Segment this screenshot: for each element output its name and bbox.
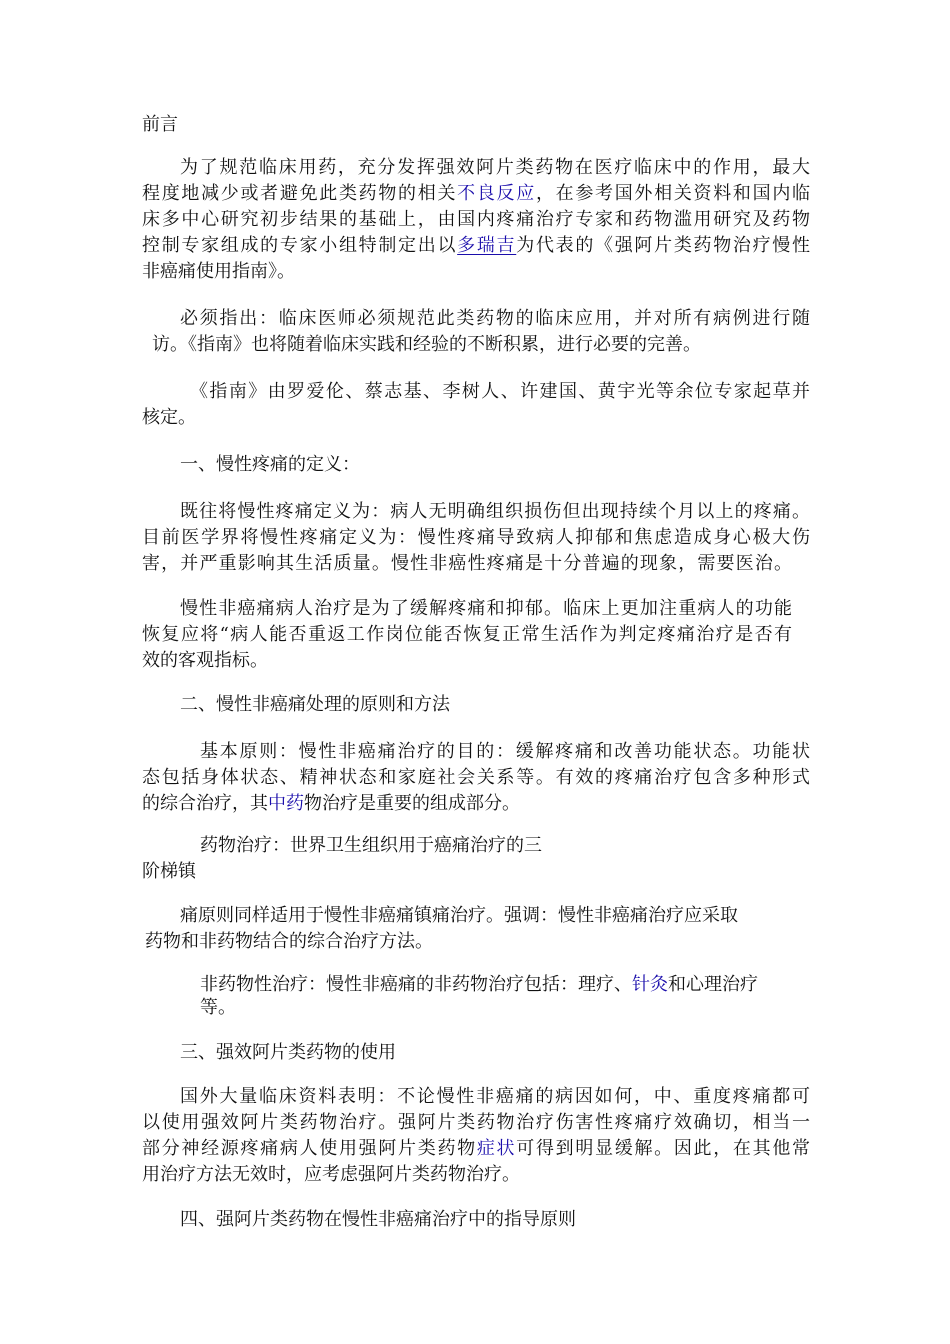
text-line <box>142 1136 810 1162</box>
text-line: 访。《指南》也将随着临床实践和经验的不断积累，进行必要的完善。 <box>152 334 701 355</box>
adverse-reaction-link[interactable]: 不良反应 <box>457 183 536 204</box>
text-line: 基本原则：慢性非癌痛治疗的目的：缓解疼痛和改善功能状态。功能状 <box>200 741 810 762</box>
text-line: 痛原则同样适用于慢性非癌痛镇痛治疗。强调：慢性非癌痛治疗应采取 <box>180 905 738 926</box>
text-line: 以使用强效阿片类药物治疗。强阿片类药物治疗伤害性疼痛疗效确切，相当一 <box>142 1112 810 1133</box>
text-line <box>142 233 810 259</box>
text-span: 为代表的《强阿片类药物治疗慢性 <box>516 235 811 256</box>
section-heading-4: 四、强阿片类药物在慢性非癌痛治疗中的指导原则 <box>180 1209 576 1230</box>
section-heading-1: 一、慢性疼痛的定义： <box>180 454 360 475</box>
text-span: 和心理治疗 <box>668 974 758 995</box>
text-span: 可得到明显缓解。因此，在其他常 <box>516 1138 811 1159</box>
text-span: ，在参考国外相关资料和国内临 <box>535 183 811 204</box>
text-line: 阶梯镇 <box>142 861 196 882</box>
text-line: 为了规范临床用药，充分发挥强效阿片类药物在医疗临床中的作用，最大 <box>180 157 810 178</box>
text-span: 部分神经源疼痛病人使用强阿片类药物 <box>142 1138 477 1159</box>
text-line: 害，并严重影响其生活质量。慢性非癌性疼痛是十分普遍的现象，需要医治。 <box>142 553 792 574</box>
acupuncture-link[interactable]: 针灸 <box>632 974 668 995</box>
duragesic-link[interactable]: 多瑞吉 <box>457 235 517 256</box>
text-line: 恢复应将“病人能否重返工作岗位能否恢复正常生活作为判定疼痛治疗是否有 <box>142 624 792 645</box>
text-line: 用治疗方法无效时，应考虑强阿片类药物治疗。 <box>142 1164 520 1185</box>
text-span: 程度地减少或者避免此类药物的相关 <box>142 183 458 204</box>
text-line: 国外大量临床资料表明：不论慢性非癌痛的病因如何，中、重度疼痛都可 <box>180 1086 810 1107</box>
text-line: 既往将慢性疼痛定义为：病人无明确组织损伤但出现持续个月以上的疼痛。 <box>180 501 810 522</box>
text-line: 等。 <box>200 997 236 1018</box>
text-span: 非药物性治疗：慢性非癌痛的非药物治疗包括：理疗、 <box>200 974 632 995</box>
text-line: 慢性非癌痛病人治疗是为了缓解疼痛和抑郁。临床上更加注重病人的功能 <box>180 598 792 619</box>
text-line: 目前医学界将慢性疼痛定义为：慢性疼痛导致病人抑郁和焦虑造成身心极大伤 <box>142 527 810 548</box>
chinese-medicine-link[interactable]: 中药 <box>268 793 304 814</box>
text-line: 床多中心研究初步结果的基础上，由国内疼痛治疗专家和药物滥用研究及药物 <box>142 209 810 230</box>
preface-heading: 前言 <box>142 114 178 135</box>
text-line: 药物治疗：世界卫生组织用于癌痛治疗的三 <box>200 835 542 856</box>
text-line <box>142 791 810 817</box>
text-line: 必须指出：临床医师必须规范此类药物的临床应用，并对所有病例进行随 <box>180 308 810 329</box>
text-span: 的综合治疗，其 <box>142 793 268 814</box>
section-heading-2: 二、慢性非癌痛处理的原则和方法 <box>180 694 450 715</box>
text-line: 态包括身体状态、精神状态和家庭社会关系等。有效的疼痛治疗包含多种形式 <box>142 767 810 788</box>
text-line: 《指南》由罗爱伦、蔡志基、李树人、许建国、黄宇光等余位专家起草并 <box>190 381 810 402</box>
symptom-link[interactable]: 症状 <box>476 1138 517 1159</box>
text-line: 核定。 <box>142 407 196 428</box>
text-line <box>142 181 810 207</box>
text-line: 非癌痛使用指南》。 <box>142 261 295 282</box>
text-span: 控制专家组成的专家小组特制定出以 <box>142 235 458 256</box>
text-line: 药物和非药物结合的综合治疗方法。 <box>145 931 433 952</box>
text-line: 效的客观指标。 <box>142 650 268 671</box>
text-span: 物治疗是重要的组成部分。 <box>304 793 520 814</box>
section-heading-3: 三、强效阿片类药物的使用 <box>180 1042 396 1063</box>
